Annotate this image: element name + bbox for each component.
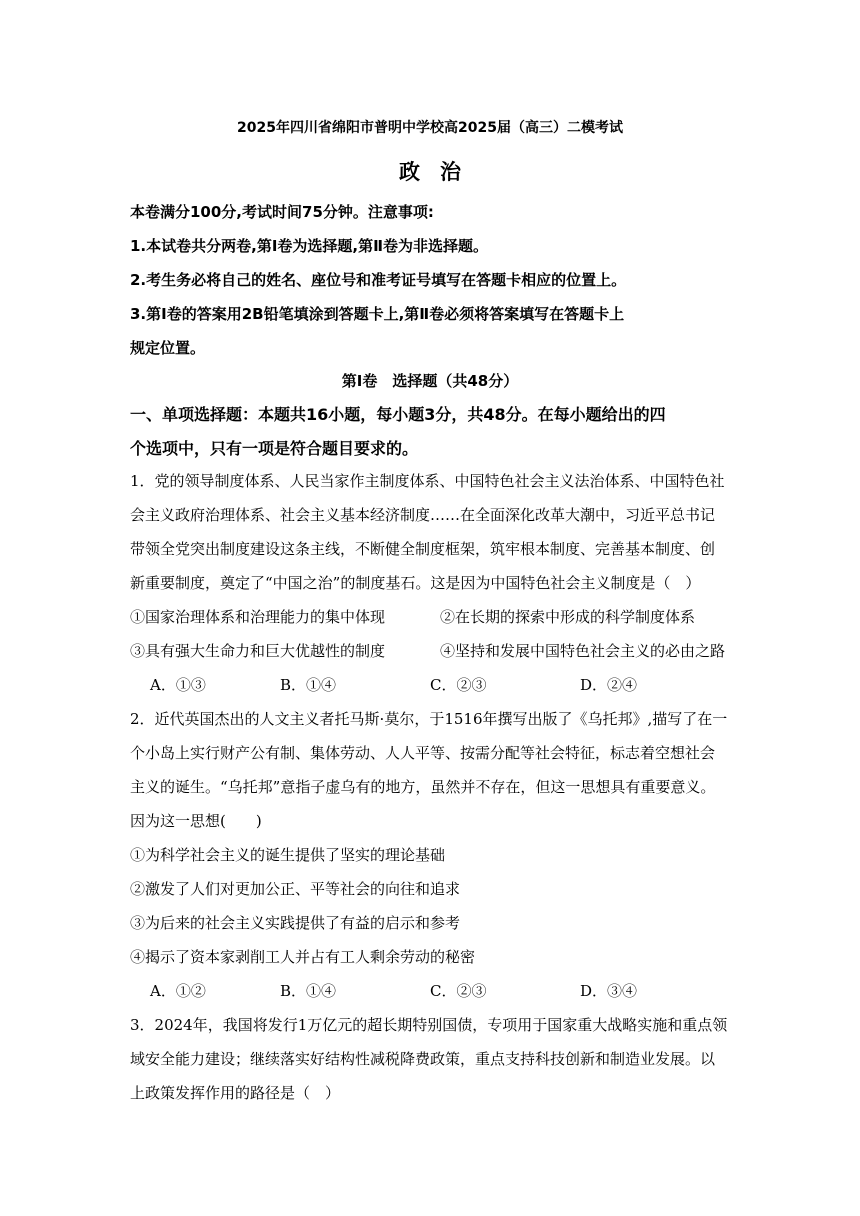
- question-2-stem: 主义的诞生。“乌托邦”意指子虚乌有的地方，虽然并不存在，但这一思想具有重要意义。: [130, 778, 716, 796]
- question-1-statement: ②在长期的探索中形成的科学制度体系: [440, 608, 696, 626]
- question-1-choice-a: A．①③: [150, 676, 206, 694]
- instruction-item: 规定位置。: [130, 339, 206, 357]
- question-1-statement: ①国家治理体系和治理能力的集中体现: [130, 608, 386, 626]
- question-2-stem: 因为这一思想( ): [130, 812, 262, 830]
- question-1-stem: 带领全党突出制度建设这条主线，不断健全制度框架，筑牢根本制度、完善基本制度、创: [130, 540, 716, 558]
- question-1-stem: 1．党的领导制度体系、人民当家作主制度体系、中国特色社会主义法治体系、中国特色社: [130, 472, 725, 490]
- instructions-intro: 本卷满分100分,考试时间75分钟。注意事项:: [130, 203, 434, 221]
- question-1-choice-c: C．②③: [430, 676, 487, 694]
- question-2-choice-b: B．①④: [280, 982, 337, 1000]
- question-2-choice-a: A．①②: [150, 982, 206, 1000]
- question-2-choice-d: D．③④: [580, 982, 638, 1000]
- question-2-statement: ③为后来的社会主义实践提供了有益的启示和参考: [130, 914, 461, 932]
- question-1-statement: ③具有强大生命力和巨大优越性的制度: [130, 642, 386, 660]
- exam-title: 2025年四川省绵阳市普明中学校高2025届（高三）二模考试: [237, 120, 623, 136]
- question-1-choice-d: D．②④: [580, 676, 638, 694]
- question-2-choice-c: C．②③: [430, 982, 487, 1000]
- section-heading: 第Ⅰ卷 选择题（共48分）: [341, 372, 519, 390]
- question-2-stem: 个小岛上实行财产公有制、集体劳动、人人平等、按需分配等社会特征，标志着空想社会: [130, 744, 716, 762]
- section-instruction: 一、单项选择题：本题共16小题，每小题3分，共48分。在每小题给出的四: [130, 405, 666, 424]
- instruction-item: 3.第Ⅰ卷的答案用2B铅笔填涂到答题卡上,第Ⅱ卷必须将答案填写在答题卡上: [130, 305, 625, 323]
- instruction-item: 2.考生务必将自己的姓名、座位号和准考证号填写在答题卡相应的位置上。: [130, 271, 627, 289]
- question-2-statement: ④揭示了资本家剥削工人并占有工人剩余劳动的秘密: [130, 948, 476, 966]
- section-instruction: 个选项中，只有一项是符合题目要求的。: [130, 439, 419, 458]
- question-2-stem: 2．近代英国杰出的人文主义者托马斯·莫尔，于1516年撰写出版了《乌托邦》,描写了在一: [130, 710, 728, 728]
- question-1-statement: ④坚持和发展中国特色社会主义的必由之路: [440, 642, 726, 660]
- question-2-statement: ②激发了人们对更加公正、平等社会的向往和追求: [130, 880, 461, 898]
- question-3-stem: 3．2024年，我国将发行1万亿元的超长期特别国债，专项用于国家重大战略实施和重点领: [130, 1016, 728, 1034]
- question-1-choice-b: B．①④: [280, 676, 337, 694]
- instruction-item: 1.本试卷共分两卷,第Ⅰ卷为选择题,第Ⅱ卷为非选择题。: [130, 237, 488, 255]
- question-3-stem: 域安全能力建设；继续落实好结构性减税降费政策，重点支持科技创新和制造业发展。以: [130, 1050, 716, 1068]
- question-1-stem: 新重要制度，奠定了“中国之治”的制度基石。这是因为中国特色社会主义制度是（ ）: [130, 574, 701, 592]
- exam-subject: 政治: [399, 160, 481, 184]
- question-3-stem: 上政策发挥作用的路径是（ ）: [130, 1084, 341, 1102]
- question-2-statement: ①为科学社会主义的诞生提供了坚实的理论基础: [130, 846, 446, 864]
- question-1-stem: 会主义政府治理体系、社会主义基本经济制度……在全面深化改革大潮中，习近平总书记: [130, 506, 716, 524]
